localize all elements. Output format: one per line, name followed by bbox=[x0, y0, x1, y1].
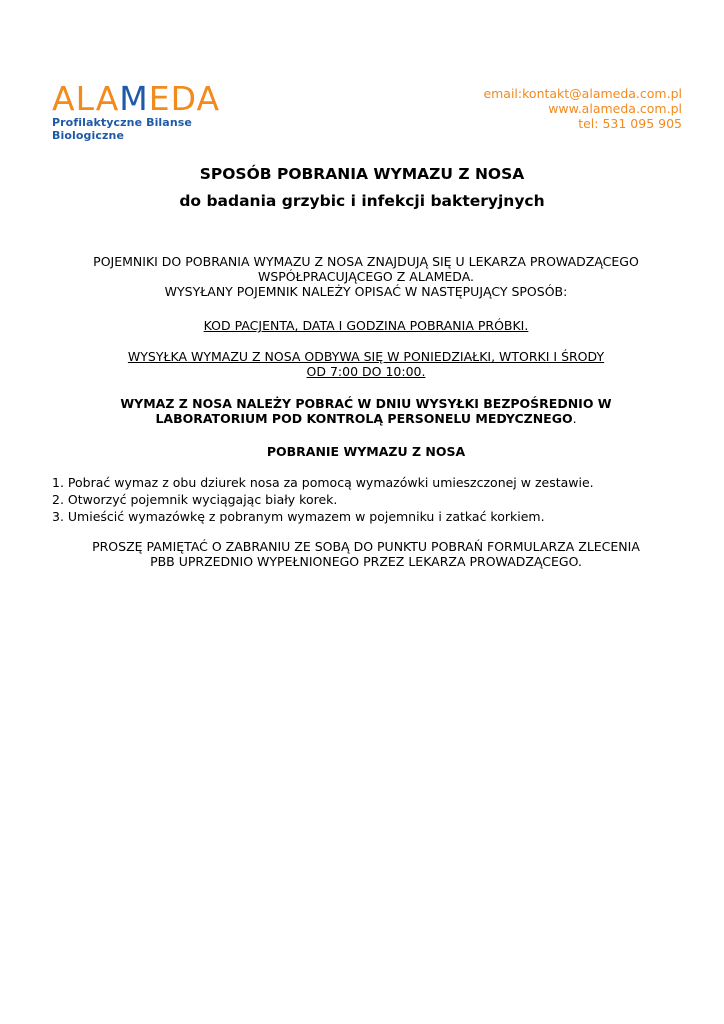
shipping-line-2: OD 7:00 DO 10:00. bbox=[306, 364, 426, 379]
logo-part-eda: EDA bbox=[148, 79, 221, 118]
list-item: 1. Pobrać wymaz z obu dziurek nosa za pomocą wymazówki umieszczonej w zestawie. bbox=[52, 475, 594, 490]
label-instructions bbox=[40, 318, 692, 333]
document-title: SPOSÓB POBRANIA WYMAZU Z NOSA bbox=[199, 165, 525, 183]
intro-line-3: WYSYŁANY POJEMNIK NALEŻY OPISAĆ W NASTĘPUJĄCY SPOSÓB: bbox=[164, 284, 568, 299]
logo-part-m: M bbox=[119, 79, 149, 118]
logo-part-ala: ALA bbox=[52, 79, 120, 118]
closing-line-2: PBB UPRZEDNIO WYPEŁNIONEGO PRZEZ LEKARZA PROWADZĄCEGO. bbox=[150, 554, 582, 569]
section-heading: POBRANIE WYMAZU Z NOSA bbox=[266, 444, 466, 459]
contact-phone: tel: 531 095 905 bbox=[578, 116, 682, 131]
contact-website[interactable]: www.alameda.com.pl bbox=[548, 101, 682, 116]
warning-paragraph bbox=[40, 396, 692, 426]
contact-block bbox=[483, 86, 682, 131]
closing-paragraph bbox=[40, 539, 692, 569]
intro-line-2: WSPÓŁPRACUJĄCEGO Z ALAMEDA. bbox=[257, 269, 475, 284]
shipping-line-1: WYSYŁKA WYMAZU Z NOSA ODBYWA SIĘ W PONIEDZIAŁKI, WTORKI I ŚRODY bbox=[127, 349, 605, 364]
logo-tagline: Profilaktyczne Bilanse Biologiczne bbox=[52, 116, 192, 142]
list-item: 3. Umieścić wymazówkę z pobranym wymazem w pojemniku i zatkać korkiem. bbox=[52, 509, 545, 524]
label-info-text: KOD PACJENTA, DATA I GODZINA POBRANIA PRÓBKI. bbox=[203, 318, 529, 333]
company-logo bbox=[52, 79, 262, 142]
closing-line-1: PROSZĘ PAMIĘTAĆ O ZABRANIU ZE SOBĄ DO PUNKTU POBRAŃ FORMULARZA ZLECENIA bbox=[92, 539, 640, 554]
warning-line-2: LABORATORIUM POD KONTROLĄ PERSONELU MEDYCZNEGO bbox=[155, 411, 573, 426]
warning-line-1: WYMAZ Z NOSA NALEŻY POBRAĆ W DNIU WYSYŁKI BEZPOŚREDNIO W bbox=[120, 396, 612, 411]
contact-email[interactable]: email:kontakt@alameda.com.pl bbox=[483, 86, 682, 101]
document-subtitle: do badania grzybic i infekcji bakteryjnych bbox=[179, 192, 545, 210]
intro-line-1: POJEMNIKI DO POBRANIA WYMAZU Z NOSA ZNAJDUJĄ SIĘ U LEKARZA PROWADZĄCEGO bbox=[93, 254, 639, 269]
shipping-info bbox=[40, 349, 692, 379]
list-item: 2. Otworzyć pojemnik wyciągając biały korek. bbox=[52, 492, 338, 507]
intro-paragraph bbox=[40, 254, 692, 299]
warning-period: . bbox=[572, 411, 577, 426]
steps-list bbox=[52, 474, 594, 525]
logo-wordmark bbox=[52, 79, 262, 118]
